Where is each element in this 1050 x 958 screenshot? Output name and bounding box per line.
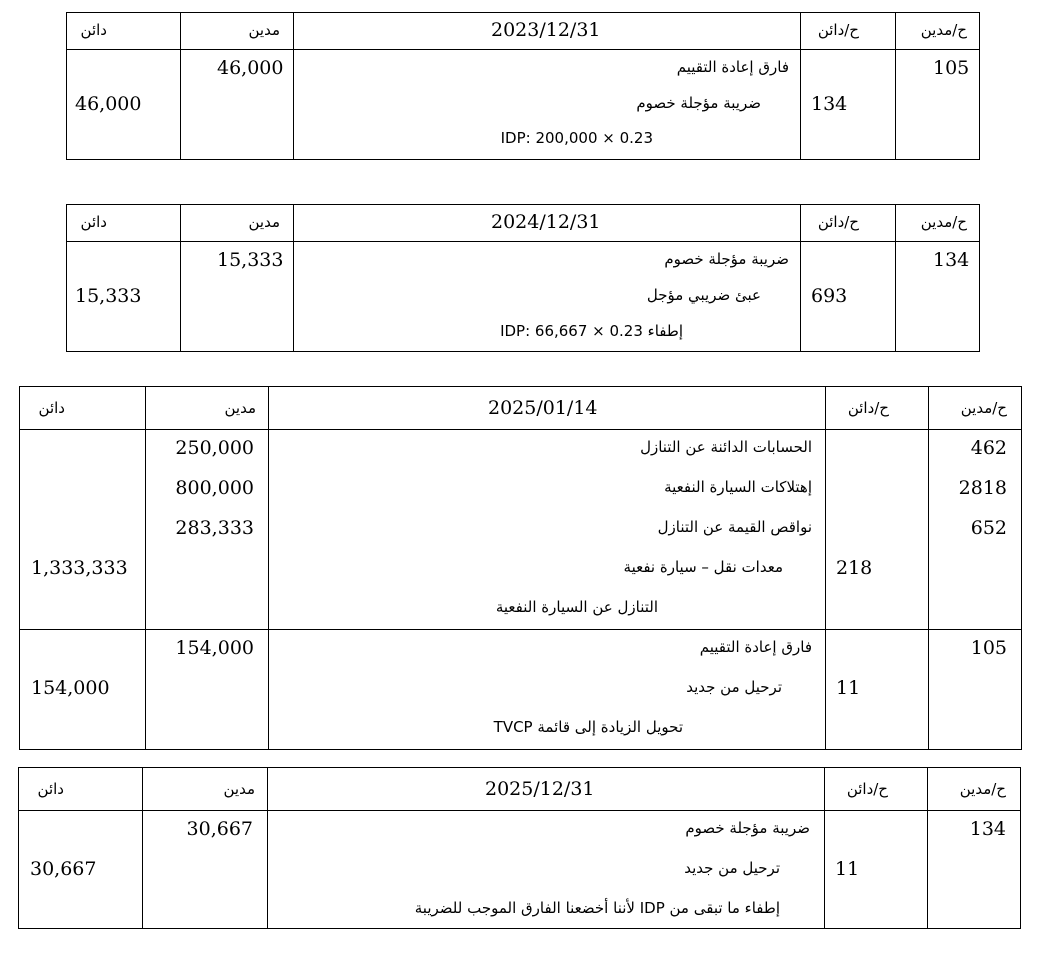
debit-amount: 46,000 [217, 57, 284, 79]
debit-account-1: 462 [970, 437, 1007, 459]
header-debit: مدين [248, 21, 280, 39]
sub-note-line: تحويل الزيادة إلى قائمة TVCP [493, 718, 683, 736]
debit-amount: 30,667 [186, 818, 253, 840]
header-debit-account: ح/مدين [959, 780, 1006, 798]
header-credit-account: ح/دائن [817, 21, 859, 39]
header-debit-account: ح/مدين [920, 213, 967, 231]
header-credit-account: ح/دائن [817, 213, 859, 231]
debit-line-1: الحسابات الدائنة عن التنازل [640, 438, 812, 456]
credit-amount: 46,000 [75, 93, 142, 115]
debit-account-3: 652 [970, 517, 1007, 539]
header-credit-account: ح/دائن [846, 780, 888, 798]
header-credit: دائن [37, 780, 64, 798]
credit-amount: 1,333,333 [31, 557, 128, 579]
note-line: IDP: 200,000 × 0.23 [500, 129, 653, 147]
credit-amount: 30,667 [30, 858, 97, 880]
entry-date: 2023/12/31 [491, 19, 601, 41]
header-credit: دائن [80, 21, 107, 39]
debit-account: 105 [933, 57, 970, 79]
note-line: إطفاء IDP: 66,667 × 0.23 [500, 322, 683, 340]
header-credit: دائن [38, 399, 65, 417]
journal-entry-2023 [66, 12, 980, 160]
sub-credit-account: 11 [836, 677, 861, 699]
debit-line-3: نواقص القيمة عن التنازل [657, 518, 812, 536]
credit-account: 218 [836, 557, 873, 579]
sub-credit-amount: 154,000 [31, 677, 110, 699]
debit-amount-1: 250,000 [175, 437, 254, 459]
journal-entry-2025-disposal [19, 386, 1022, 750]
sub-debit-account: 105 [970, 637, 1007, 659]
header-credit: دائن [80, 213, 107, 231]
debit-account: 134 [933, 249, 970, 271]
header-credit-account: ح/دائن [847, 399, 889, 417]
entry-date: 2024/12/31 [491, 211, 601, 233]
note-line: التنازل عن السيارة النفعية [495, 598, 658, 616]
debit-line: فارق إعادة التقييم [676, 58, 789, 76]
debit-amount: 15,333 [217, 249, 284, 271]
debit-line: ضريبة مؤجلة خصوم [685, 819, 810, 837]
header-debit: مدين [248, 213, 280, 231]
journal-entry-2025-year-end [18, 767, 1021, 929]
credit-line: ضريبة مؤجلة خصوم [636, 94, 761, 112]
credit-account: 693 [811, 285, 848, 307]
header-debit: مدين [223, 780, 255, 798]
credit-line: ترحيل من جديد [684, 859, 780, 877]
entry-date: 2025/01/14 [488, 397, 598, 419]
note-line: إطفاء ما تبقى من IDP لأننا أخضعنا الفارق الموجب للضريبة [414, 899, 780, 917]
sub-debit-line: فارق إعادة التقييم [699, 638, 812, 656]
entry-date: 2025/12/31 [485, 778, 595, 800]
credit-account: 11 [835, 858, 860, 880]
header-debit-account: ح/مدين [960, 399, 1007, 417]
credit-line: معدات نقل – سيارة نفعية [623, 558, 783, 576]
credit-account: 134 [811, 93, 848, 115]
debit-line-2: إهتلاكات السيارة النفعية [664, 478, 812, 496]
debit-account: 134 [969, 818, 1006, 840]
header-debit: مدين [224, 399, 256, 417]
sub-debit-amount: 154,000 [175, 637, 254, 659]
debit-amount-3: 283,333 [175, 517, 254, 539]
sub-credit-line: ترحيل من جديد [686, 678, 782, 696]
header-debit-account: ح/مدين [920, 21, 967, 39]
debit-line: ضريبة مؤجلة خصوم [664, 250, 789, 268]
debit-account-2: 2818 [958, 477, 1007, 499]
credit-amount: 15,333 [75, 285, 142, 307]
credit-line: عبئ ضريبي مؤجل [646, 286, 761, 304]
debit-amount-2: 800,000 [175, 477, 254, 499]
journal-entry-2024 [66, 204, 980, 352]
